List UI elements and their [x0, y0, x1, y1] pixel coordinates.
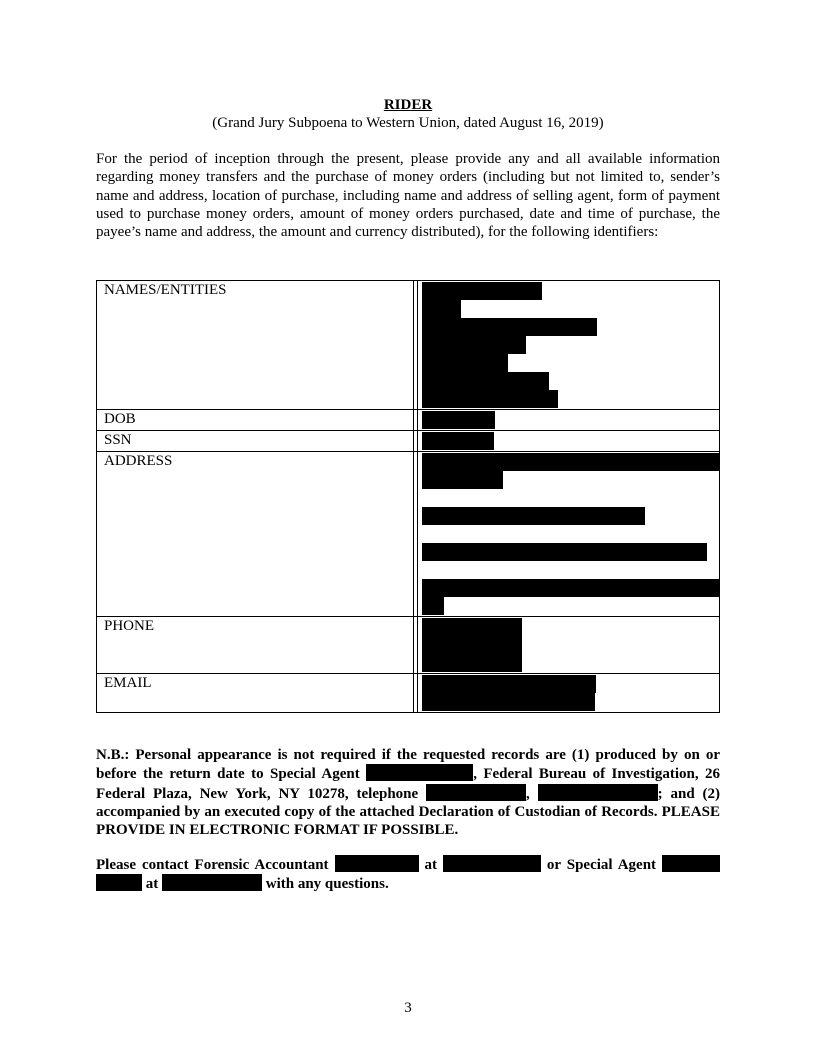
ssn-value: [418, 431, 720, 452]
address-value: [418, 452, 720, 617]
redaction-block: [335, 855, 419, 872]
redaction-block: [422, 507, 645, 525]
ssn-label: SSN: [97, 431, 414, 452]
table-row: [97, 674, 720, 713]
page-subtitle: (Grand Jury Subpoena to Western Union, dated August 16, 2019): [212, 115, 604, 131]
redaction-block: [96, 874, 142, 891]
redaction-block: [422, 543, 707, 561]
table-row: [97, 617, 720, 674]
phone-value: [418, 617, 720, 674]
redaction-block: [538, 784, 658, 801]
redaction-block: [366, 764, 473, 781]
table-row: [97, 431, 720, 452]
redaction-block: [422, 300, 461, 318]
names-value: [418, 281, 720, 410]
redaction-block: [426, 784, 526, 801]
redaction-block: [162, 874, 262, 891]
nb-paragraph: N.B.: Personal appearance is not required if the requested records are (1) produced by on or before the return date to Special Agent , Federal Bureau of Investigation, 26 Federal Plaza, New York, NY 10278, telephone , ; and (2) accompanied by an executed copy of the attached Declaration of Custodian of Records. PLEASE PROVIDE IN ELECTRONIC FORMAT IF POSSIBLE.: [96, 747, 721, 839]
redaction-block: [662, 855, 720, 872]
page-number: 3: [404, 1000, 412, 1016]
redaction-block: [422, 282, 542, 300]
dob-label: DOB: [97, 410, 414, 431]
dob-value: [418, 410, 720, 431]
redaction-block: [422, 579, 719, 597]
redaction-block: [422, 432, 494, 450]
redaction-block: [443, 855, 541, 872]
redaction-block: [422, 336, 526, 354]
rider-page: [96, 96, 721, 893]
page-title: RIDER: [383, 97, 433, 113]
redaction-block: [422, 453, 719, 471]
intro-paragraph: For the period of inception through the present, please provide any and all available information regarding money transfers and the purchase of money orders (including but not limited to, sender’s name and address, location of purchase, including name and address of selling agent, form of payment used to purchase money orders, amount of money orders purchased, date and time of purchase, the payee’s name and address, the amount and currency distributed), for the following identifiers:: [96, 151, 720, 241]
redaction-block: [422, 597, 444, 615]
table-row: [97, 281, 720, 410]
redaction-block: [422, 693, 595, 711]
contact-paragraph: Please contact Forensic Accountant at or Special Agent at with any questions.: [96, 855, 720, 894]
redaction-block: [422, 636, 522, 654]
redaction-block: [422, 411, 495, 429]
redaction-block: [422, 618, 522, 636]
redaction-block: [422, 318, 597, 336]
redaction-block: [422, 372, 549, 390]
redaction-block: [422, 675, 596, 693]
names-label: NAMES/ENTITIES: [97, 281, 414, 410]
email-value: [418, 674, 720, 713]
email-label: EMAIL: [97, 674, 414, 713]
redaction-block: [422, 390, 558, 408]
table-row: [97, 452, 720, 617]
table-row: [97, 410, 720, 431]
identifiers-table: [96, 280, 720, 713]
redaction-block: [422, 654, 522, 672]
address-label: ADDRESS: [97, 452, 414, 617]
redaction-block: [422, 471, 503, 489]
phone-label: PHONE: [97, 617, 414, 674]
redaction-block: [422, 354, 508, 372]
